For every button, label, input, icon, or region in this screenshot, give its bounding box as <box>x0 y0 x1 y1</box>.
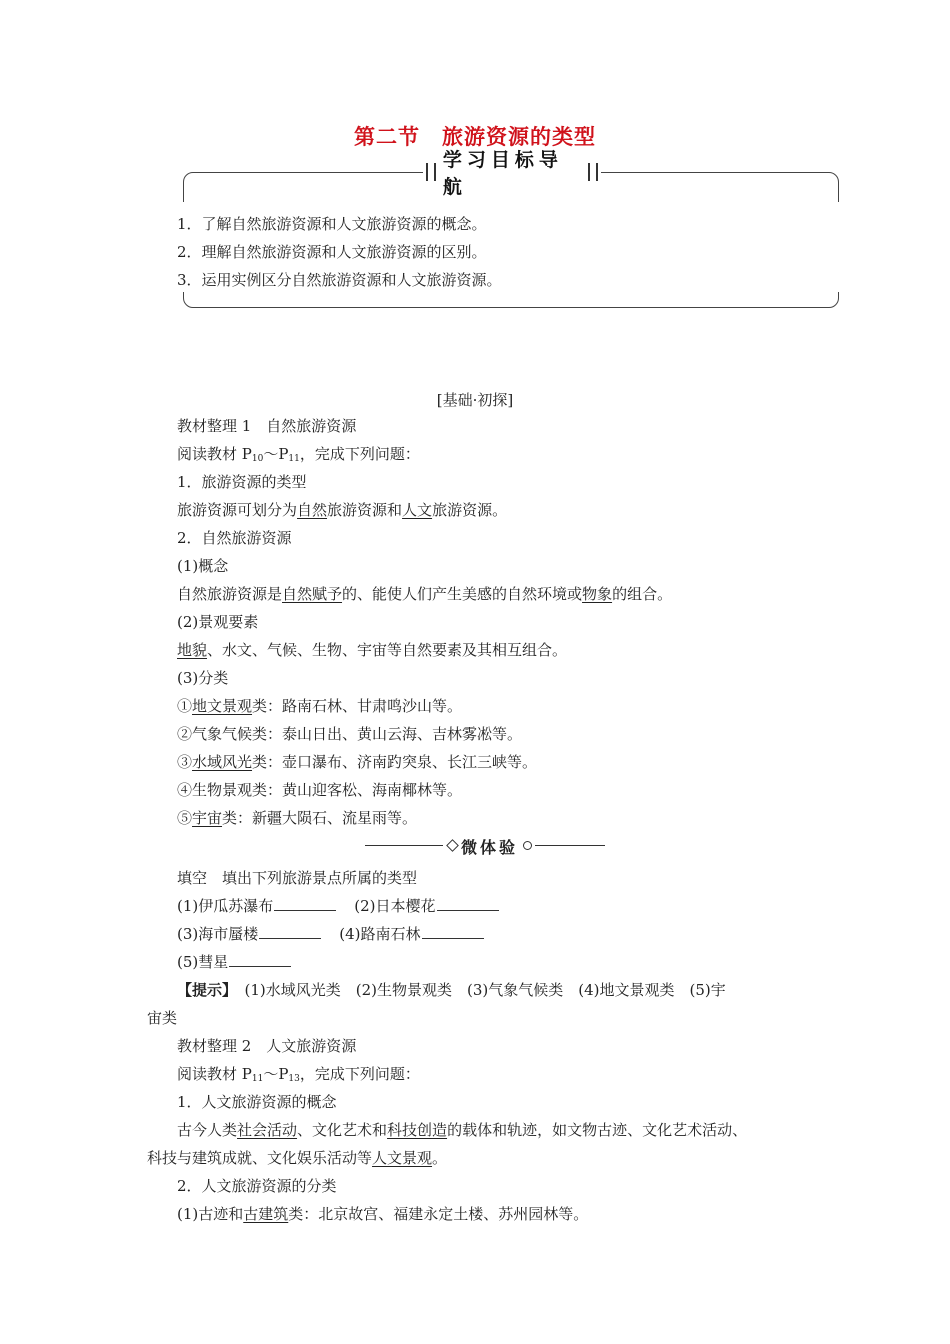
classify-item: ①地文景观类：路南石林、甘肃鸣沙山等。 <box>177 697 463 715</box>
micro-experience-divider <box>365 835 605 857</box>
part1-q1-text: 旅游资源可划分为自然旅游资源和人文旅游资源。 <box>177 501 508 519</box>
goal-item: 3．运用实例区分自然旅游资源和人文旅游资源。 <box>177 271 502 289</box>
goal-item: 1．了解自然旅游资源和人文旅游资源的概念。 <box>177 215 487 233</box>
answer-blank <box>437 896 499 911</box>
part2-heading: 教材整理 2 人文旅游资源 <box>177 1037 357 1055</box>
part1-q2: 2．自然旅游资源 <box>177 529 292 547</box>
goals-header <box>423 149 601 198</box>
hint-line: 【提示】 (1)水域风光类 (2)生物景观类 (3)气象气候类 (4)地文景观类 (5)宇 <box>177 981 726 999</box>
part2-concept-text: 古今人类社会活动、文化艺术和科技创造的载体和轨迹，如文物古迹、文化艺术活动、 <box>177 1121 748 1139</box>
fill-blank-row: (3)海市蜃楼 (4)路南石林 <box>177 923 484 944</box>
goals-header-text: 学习目标导航 <box>442 149 563 198</box>
part1-classify-heading: (3)分类 <box>177 669 229 687</box>
part1-q1: 1．旅游资源的类型 <box>177 473 307 491</box>
part2-classify-item: (1)古迹和古建筑类：北京故宫、福建永定土楼、苏州园林等。 <box>177 1205 589 1223</box>
diamond-ornament-icon <box>446 839 459 852</box>
goal-item: 2．理解自然旅游资源和人文旅游资源的区别。 <box>177 243 487 261</box>
fill-blank-row: (5)彗星 <box>177 951 291 972</box>
part1-concept-text: 自然旅游资源是自然赋予的、能使人们产生美感的自然环境或物象的组合。 <box>177 585 673 603</box>
classify-item: ②气象气候类：泰山日出、黄山云海、吉林雾凇等。 <box>177 725 523 743</box>
part2-concept-text-continued: 科技与建筑成就、文化娱乐活动等人文景观。 <box>147 1149 448 1167</box>
answer-blank <box>229 952 291 967</box>
part1-concept-heading: (1)概念 <box>177 557 229 575</box>
part1-heading: 教材整理 1 自然旅游资源 <box>177 417 357 435</box>
micro-experience-label: 微体验 <box>461 838 519 857</box>
classify-item: ③水域风光类：壶口瀑布、济南趵突泉、长江三峡等。 <box>177 753 538 771</box>
part2-reading-instruction: 阅读教材 $P_{11}\sim P_{13}$，完成下列问题： <box>177 1065 420 1084</box>
answer-blank <box>422 924 484 939</box>
part2-q1: 1．人文旅游资源的概念 <box>177 1093 337 1111</box>
hint-label: 【提示】 <box>177 981 230 999</box>
page-title: 第二节 旅游资源的类型 <box>354 125 596 149</box>
fill-blank-row: (1)伊瓜苏瀑布 (2)日本樱花 <box>177 895 499 916</box>
part2-q2: 2．人文旅游资源的分类 <box>177 1177 337 1195</box>
part1-elements-heading: (2)景观要素 <box>177 613 259 631</box>
section-tag: [基础·初探] <box>436 391 514 409</box>
classify-item: ⑤宇宙类：新疆大陨石、流星雨等。 <box>177 809 418 827</box>
hint-line-continued: 宙类 <box>147 1009 178 1027</box>
micro-instruction: 填空 填出下列旅游景点所属的类型 <box>177 869 418 887</box>
answer-blank <box>259 924 321 939</box>
circle-ornament-icon <box>523 841 532 850</box>
answer-blank <box>274 896 336 911</box>
part1-elements-text: 地貌、水文、气候、生物、宇宙等自然要素及其相互组合。 <box>177 641 568 659</box>
classify-item: ④生物景观类：黄山迎客松、海南椰林等。 <box>177 781 463 799</box>
part1-reading-instruction: 阅读教材 $P_{10}\sim P_{11}$，完成下列问题： <box>177 445 420 464</box>
